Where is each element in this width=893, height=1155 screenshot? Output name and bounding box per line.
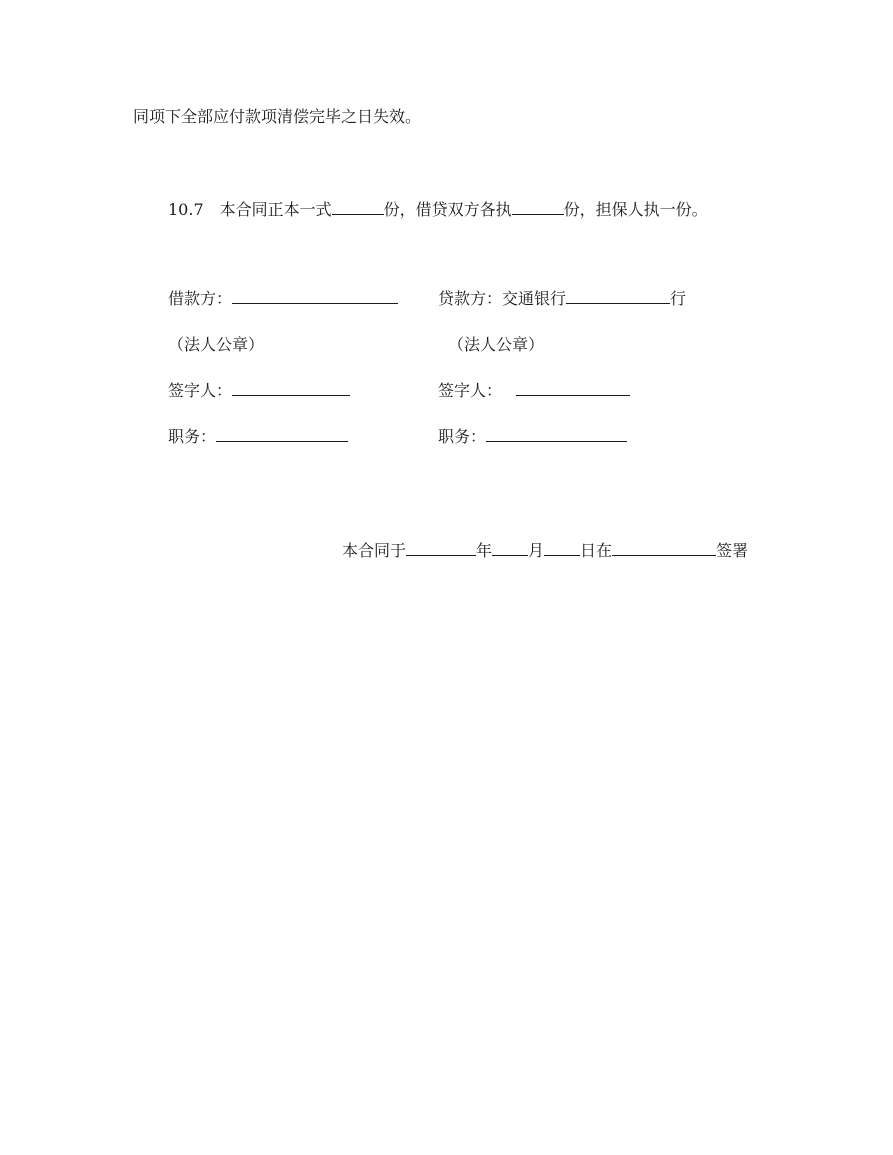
lender-title-label: 职务： xyxy=(438,427,487,446)
clause-text-part1: 本合同正本一式 xyxy=(219,200,332,219)
borrower-line xyxy=(168,288,398,310)
borrower-title-blank[interactable] xyxy=(216,426,348,442)
signing-year-label: 年 xyxy=(476,541,493,560)
clause-10-7 xyxy=(168,199,708,221)
borrower-title-label: 职务： xyxy=(168,427,217,446)
clause-number: 10.7 xyxy=(168,200,204,219)
lender-line xyxy=(438,288,686,310)
borrower-seal-text: （法人公章） xyxy=(168,335,265,354)
lender-branch-blank[interactable] xyxy=(566,288,670,304)
borrower-label: 借款方： xyxy=(168,289,233,308)
signing-month-label: 月 xyxy=(528,541,545,560)
lender-seal xyxy=(448,334,544,356)
signing-suffix: 签署 xyxy=(716,541,749,560)
borrower-signer-line xyxy=(168,380,350,402)
signing-month-blank[interactable] xyxy=(492,540,528,556)
lender-title-blank[interactable] xyxy=(486,426,627,442)
signing-year-blank[interactable] xyxy=(406,540,476,556)
copies-each-blank[interactable] xyxy=(512,199,564,215)
signing-prefix: 本合同于 xyxy=(342,541,407,560)
borrower-signer-label: 签字人： xyxy=(168,381,233,400)
borrower-name-blank[interactable] xyxy=(232,288,398,304)
borrower-title-line xyxy=(168,426,348,448)
clause-text-part2: 份，借贷双方各执 xyxy=(383,200,512,219)
lender-bank-suffix: 行 xyxy=(670,289,687,308)
lender-signer-label: 签字人： xyxy=(438,381,503,400)
signing-day-at-label: 日在 xyxy=(580,541,613,560)
clause-text-part3: 份，担保人执一份。 xyxy=(563,200,708,219)
lender-seal-text: （法人公章） xyxy=(448,335,545,354)
continuation-text: 同项下全部应付款项清偿完毕之日失效。 xyxy=(133,107,422,126)
lender-title-line xyxy=(438,426,627,448)
borrower-seal xyxy=(168,334,264,356)
borrower-signer-blank[interactable] xyxy=(232,380,350,396)
signing-place-blank[interactable] xyxy=(612,540,716,556)
lender-signer-blank[interactable] xyxy=(516,380,630,396)
lender-bank-prefix: 交通银行 xyxy=(502,289,567,308)
copies-total-blank[interactable] xyxy=(332,199,384,215)
signing-day-blank[interactable] xyxy=(544,540,580,556)
signing-line xyxy=(342,540,748,562)
continuation-paragraph xyxy=(133,106,421,128)
lender-signer-line xyxy=(438,380,630,402)
lender-label: 贷款方： xyxy=(438,289,503,308)
